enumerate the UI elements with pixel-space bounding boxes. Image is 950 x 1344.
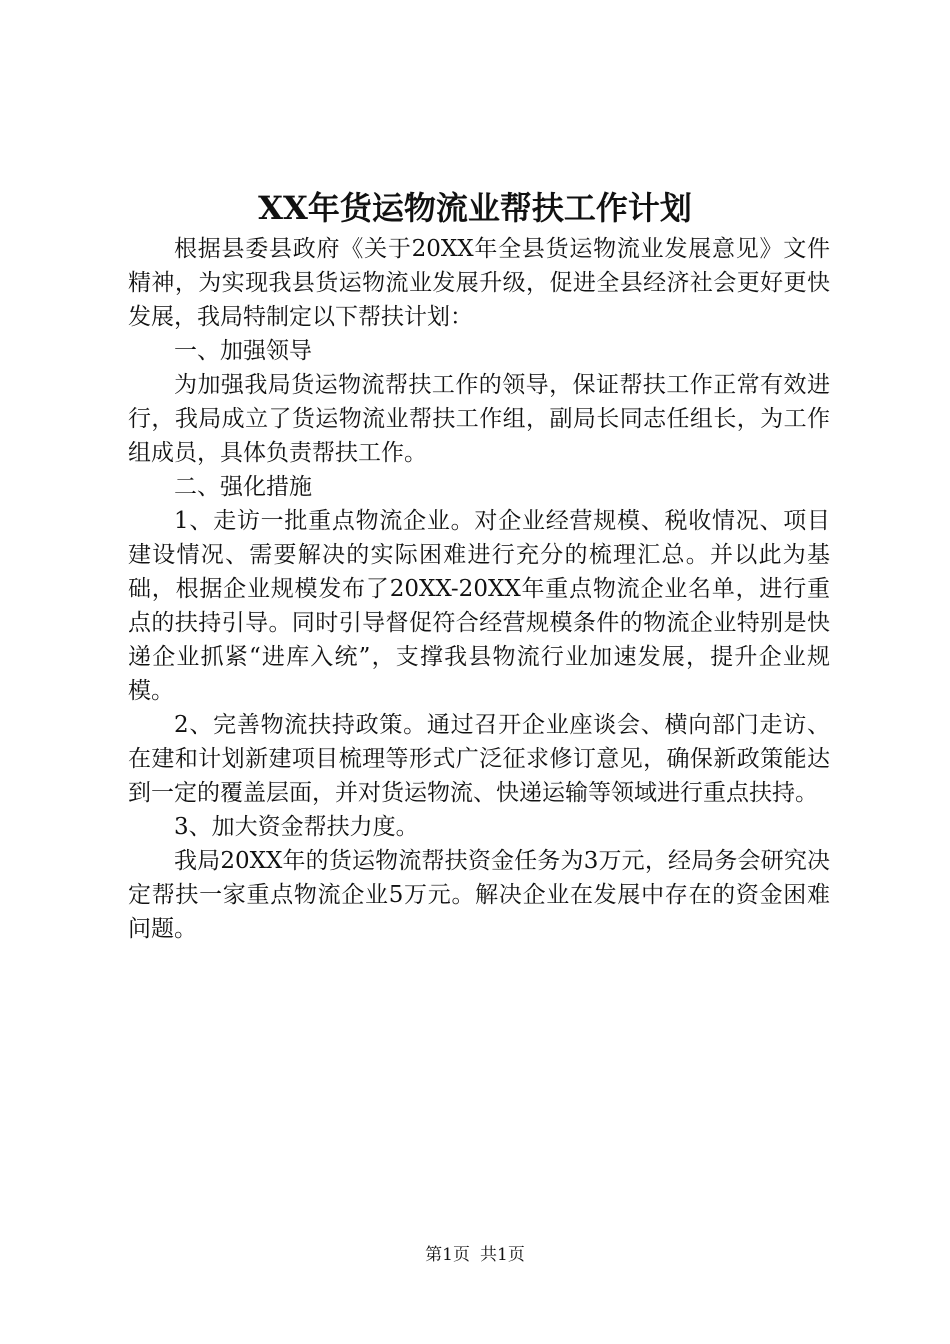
leadership-paragraph: 为加强我局货运物流帮扶工作的领导，保证帮扶工作正常有效进行，我局成立了货运物流业帮扶工作组，副局长同志任组长，为工作组成员，具体负责帮扶工作。 — [128, 372, 830, 466]
intro-paragraph: 根据县委县政府《关于20XX年全县货运物流业发展意见》文件精神，为实现我县货运物流业发展升级，促进全县经济社会更好更快发展，我局特制定以下帮扶计划： — [128, 236, 830, 330]
funding-paragraph: 我局20XX年的货运物流帮扶资金任务为3万元，经局务会研究决定帮扶一家重点物流企业5万元。解决企业在发展中存在的资金困难问题。 — [128, 848, 830, 942]
page-footer — [0, 1243, 950, 1267]
measure-3-heading: 3、加大资金帮扶力度。 — [174, 814, 419, 840]
document-body — [128, 232, 830, 946]
measure-1-paragraph: 1、走访一批重点物流企业。对企业经营规模、税收情况、项目建设情况、需要解决的实际困难进行充分的梳理汇总。并以此为基础，根据企业规模发布了20XX-20XX年重点物流企业名单，进行重点的扶持引导。同时引导督促符合经营规模条件的物流企业特别是快递企业抓紧“进库入统”，支撑我县物流行业加速发展，提升企业规模。 — [128, 508, 830, 704]
section-heading-leadership: 一、加强领导 — [174, 338, 312, 364]
measure-2-paragraph: 2、完善物流扶持政策。通过召开企业座谈会、横向部门走访、在建和计划新建项目梳理等形式广泛征求修订意见，确保新政策能达到一定的覆盖层面，并对货运物流、快递运输等领域进行重点扶持。 — [128, 712, 830, 806]
page-number: 第1页 — [425, 1245, 470, 1265]
page-total: 共1页 — [480, 1245, 525, 1265]
section-heading-measures: 二、强化措施 — [174, 474, 312, 500]
document-title: XX年货运物流业帮扶工作计划 — [258, 189, 692, 227]
